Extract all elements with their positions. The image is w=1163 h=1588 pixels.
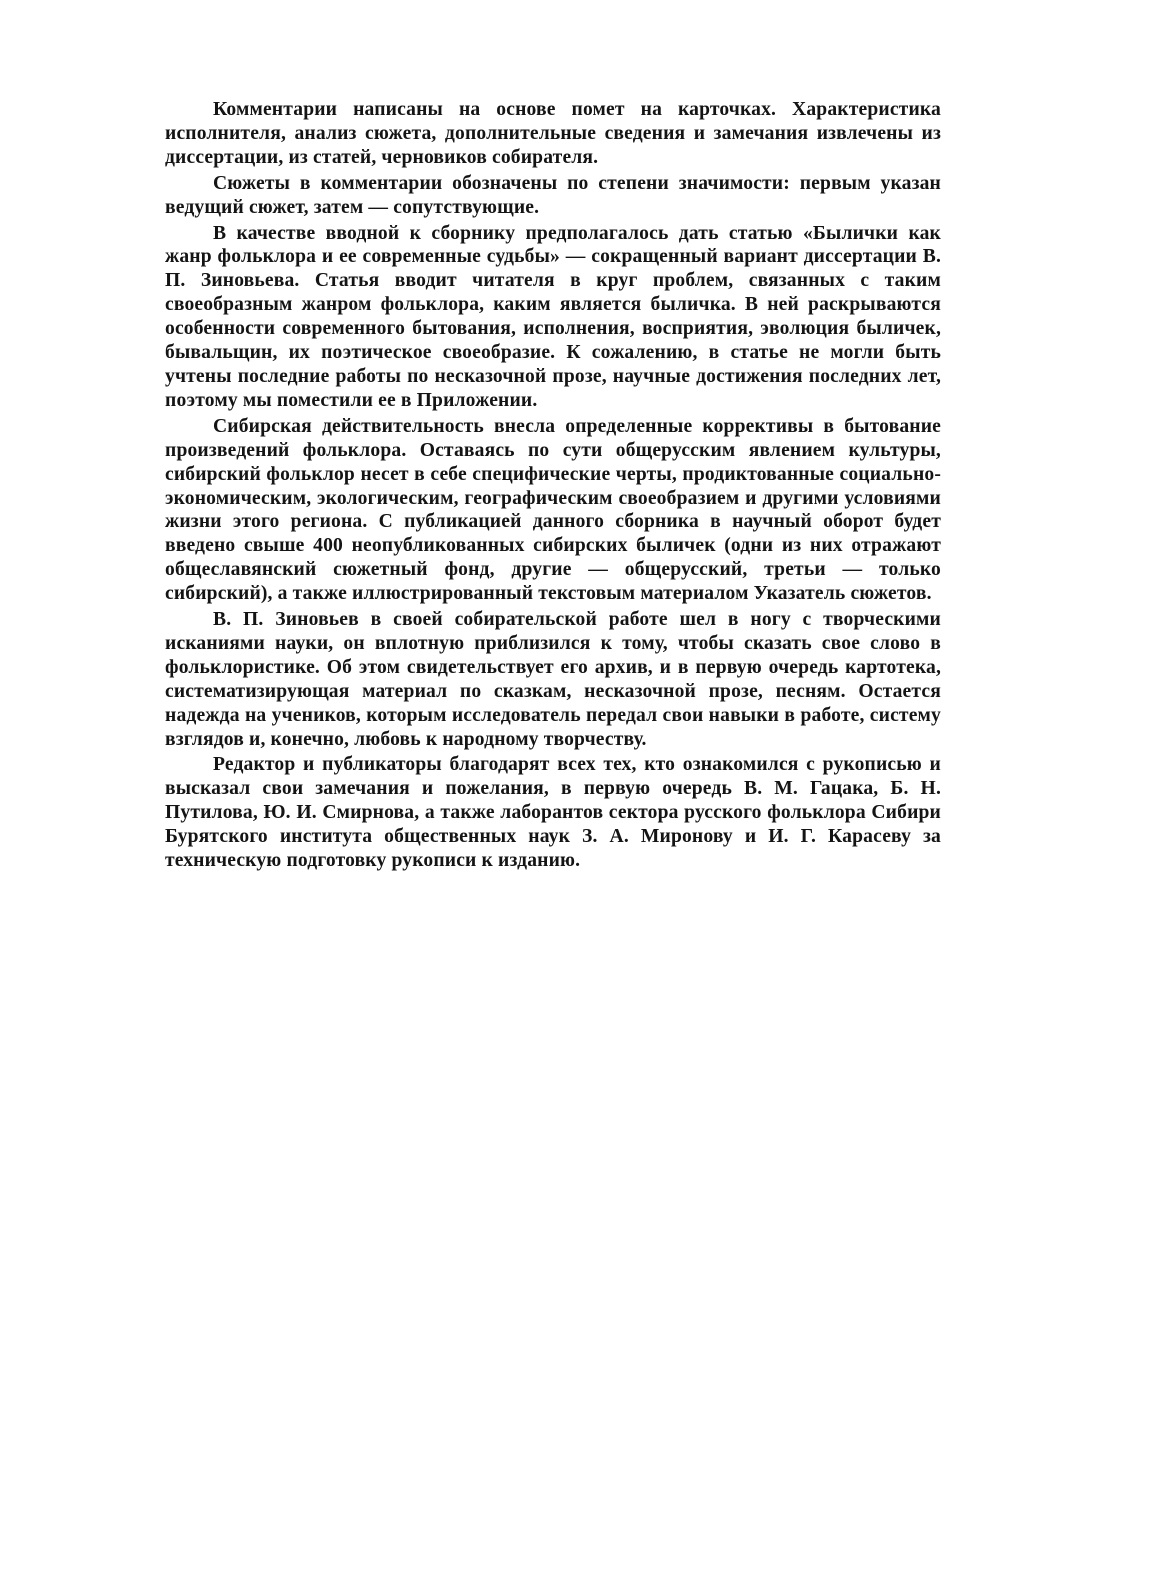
- paragraph-comments-note: Комментарии написаны на основе помет на карточках. Характеристика исполнителя, анализ сюжета, дополнительные сведения и замечания извлечены из диссертации, из статей, черновиков собирателя.: [165, 99, 941, 168]
- paragraph-plot-order: Сюжеты в комментарии обозначены по степени значимости: первым указан ведущий сюжет, затем — сопутствующие.: [165, 172, 941, 218]
- paragraph-introductory-article: В качестве вводной к сборнику предполагалось дать статью «Былички как жанр фольклора и ее современные судьбы» — сокращенный вариант диссертации В. П. Зиновьева. Статья вводит читателя в круг проблем, связанных с таким своеобразным жанром фольклора, каким является быличка. В ней раскрываются особенности современного бытования, исполнения, восприятия, эволюция быличек, бывальщин, их поэтическое своеобразие. К сожалению, в статье не могли быть учтены последние работы по несказочной прозе, научные достижения последних лет, поэтому мы поместили ее в Приложении.: [165, 222, 941, 411]
- paragraph-zinoviev-work: В. П. Зиновьев в своей собирательской работе шел в ногу с творческими исканиями науки, он вплотную приблизился к тому, чтобы сказать свое слово в фольклористике. Об этом свидетельствует его архив, и в первую очередь картотека, систематизирующая материал по сказкам, несказочной прозе, песням. Остается надежда на учеников, которым исследователь передал свои навыки в работе, систему взглядов и, конечно, любовь к народному творчеству.: [165, 609, 941, 750]
- body-text: [165, 98, 941, 875]
- paragraph-siberian-reality: Сибирская действительность внесла определенные коррективы в бытование произведений фольклора. Оставаясь по сути общерусским явлением культуры, сибирский фольклор несет в себе специфические черты, продиктованные социально-экономическим, экологическим, географическим своеобразием и другими условиями жизни этого региона. С публикацией данного сборника в научный оборот будет введено свыше 400 неопубликованных сибирских быличек (одни из них отражают общеславянский сюжетный фонд, другие — общерусский, третьи — только сибирский), а также иллюстрированный текстовым материалом Указатель сюжетов.: [165, 415, 941, 605]
- paragraph-acknowledgements: Редактор и публикаторы благодарят всех тех, кто ознакомился с рукописью и высказал свои замечания и пожелания, в первую очередь В. М. Гацака, Б. Н. Путилова, Ю. И. Смирнова, а также лаборантов сектора русского фольклора Сибири Бурятского института общественных наук З. А. Миронову и И. Г. Карасеву за техническую подготовку рукописи к изданию.: [165, 754, 941, 872]
